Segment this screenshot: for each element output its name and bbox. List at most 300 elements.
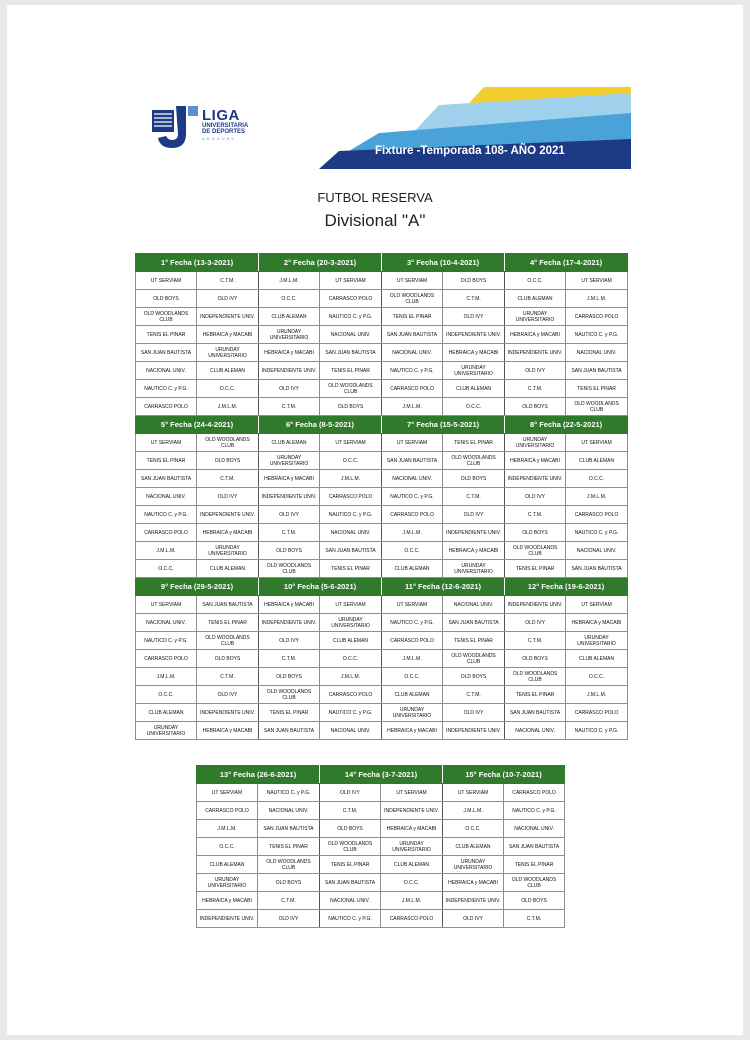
home-team: HEBRAICA y MACABI — [443, 874, 504, 892]
liga-logo — [152, 98, 257, 158]
away-team: SAN JUAN BAUTISTA — [320, 542, 382, 560]
home-team: URUNDAY UNIVERSITARIO — [259, 326, 320, 344]
away-team: OLD BOYS — [197, 452, 259, 470]
away-team: CLUB ALEMAN — [197, 362, 259, 380]
away-team: O.C.C. — [320, 650, 382, 668]
round-title: 15° Fecha (10-7-2021) — [443, 766, 565, 784]
home-team: SAN JUAN BAUTISTA — [382, 326, 443, 344]
match-row — [197, 820, 565, 838]
home-team: TENIS EL PINAR — [259, 704, 320, 722]
match-row — [197, 784, 565, 802]
match-row — [197, 892, 565, 910]
home-team: TENIS EL PINAR — [505, 560, 566, 578]
match-row — [136, 272, 628, 290]
home-team: NACIONAL UNIV. — [136, 488, 197, 506]
logo-text-universitaria: UNIVERSITARIA — [202, 123, 249, 129]
away-team: NAUTICO C. y P.G. — [566, 524, 628, 542]
away-team: UT SERVIAM — [320, 434, 382, 452]
home-team: HEBRAICA y MACABI — [197, 892, 258, 910]
match-row — [136, 614, 628, 632]
home-team: UT SERVIAM — [136, 272, 197, 290]
home-team: SAN JUAN BAUTISTA — [259, 722, 320, 740]
round-title: 8° Fecha (22-5-2021) — [505, 416, 628, 434]
home-team: NAUTICO C. y P.G. — [382, 488, 443, 506]
home-team: OLD WOODLANDS CLUB — [505, 668, 566, 686]
away-team: C.T.M. — [443, 290, 505, 308]
away-team: OLD BOYS — [443, 272, 505, 290]
home-team: C.T.M. — [505, 632, 566, 650]
home-team: OLD IVY — [259, 506, 320, 524]
home-team: C.T.M. — [259, 524, 320, 542]
home-team: CLUB ALEMAN — [197, 856, 258, 874]
home-team: C.T.M. — [505, 506, 566, 524]
home-team: J.M.L.M. — [136, 668, 197, 686]
away-team: NACIONAL UNIV. — [320, 524, 382, 542]
home-team: INDEPENDIENTE UNIV. — [505, 344, 566, 362]
home-team: NAUTICO C. y P.G. — [136, 632, 197, 650]
away-team: OLD WOODLANDS CLUB — [443, 650, 505, 668]
away-team: J.M.L.M. — [566, 686, 628, 704]
home-team: UT SERVIAM — [197, 784, 258, 802]
home-team: INDEPENDIENTE UNIV. — [505, 470, 566, 488]
away-team: SAN JUAN BAUTISTA — [320, 344, 382, 362]
home-team: UT SERVIAM — [136, 434, 197, 452]
home-team: HEBRAICA y MACABI — [259, 470, 320, 488]
home-team: URUNDAY UNIVERSITARIO — [382, 704, 443, 722]
away-team: URUNDAY UNIVERSITARIO — [381, 838, 443, 856]
away-team: UT SERVIAM — [381, 784, 443, 802]
away-team: HEBRAICA y MACABI — [566, 614, 628, 632]
away-team: OLD WOODLANDS CLUB — [443, 452, 505, 470]
away-team: HEBRAICA y MACABI — [197, 722, 259, 740]
match-row — [136, 560, 628, 578]
away-team: O.C.C. — [566, 470, 628, 488]
away-team: URUNDAY UNIVERSITARIO — [320, 614, 382, 632]
away-team: C.T.M. — [197, 668, 259, 686]
home-team: CARRASCO POLO — [136, 650, 197, 668]
home-team: TENIS EL PINAR — [136, 326, 197, 344]
round-header-row — [197, 766, 565, 784]
match-row — [136, 632, 628, 650]
home-team: OLD WOODLANDS CLUB — [259, 686, 320, 704]
away-team: O.C.C. — [381, 874, 443, 892]
home-team: J.M.L.M. — [136, 542, 197, 560]
home-team: SAN JUAN BAUTISTA — [136, 470, 197, 488]
away-team: CARRASCO POLO — [320, 488, 382, 506]
home-team: TENIS EL PINAR — [136, 452, 197, 470]
sport-title: FUTBOL RESERVA — [317, 190, 433, 205]
away-team: C.T.M. — [443, 488, 505, 506]
away-team: INDEPENDIENTE UNIV. — [381, 802, 443, 820]
home-team: URUNDAY UNIVERSITARIO — [505, 434, 566, 452]
away-team: OLD BOYS — [197, 650, 259, 668]
home-team: HEBRAICA y MACABI — [259, 596, 320, 614]
away-team: UT SERVIAM — [566, 596, 628, 614]
away-team: NAUTICO C. y P.G. — [320, 506, 382, 524]
away-team: INDEPENDIENTE UNIV. — [443, 524, 505, 542]
match-row — [136, 362, 628, 380]
match-row — [136, 650, 628, 668]
home-team: OLD BOYS — [259, 668, 320, 686]
away-team: O.C.C. — [566, 668, 628, 686]
away-team: SAN JUAN BAUTISTA — [504, 838, 565, 856]
round-title: 4° Fecha (17-4-2021) — [505, 254, 628, 272]
away-team: J.M.L.M. — [566, 488, 628, 506]
match-row — [197, 856, 565, 874]
fixture-season-title: Fixture -Temporada 108- AÑO 2021 — [375, 145, 565, 157]
away-team: OLD BOYS — [443, 668, 505, 686]
home-team: CARRASCO POLO — [136, 524, 197, 542]
away-team: SAN JUAN BAUTISTA — [566, 560, 628, 578]
away-team: NAUTICO C. y P.G. — [320, 308, 382, 326]
away-team: CLUB ALEMAN — [320, 632, 382, 650]
home-team: O.C.C. — [505, 272, 566, 290]
fixture-grid-final — [196, 765, 565, 928]
away-team: INDEPENDIENTE UNIV. — [443, 326, 505, 344]
match-row — [136, 668, 628, 686]
match-row — [136, 380, 628, 398]
home-team: NAUTICO C. y P.G. — [320, 910, 381, 928]
away-team: URUNDAY UNIVERSITARIO — [443, 362, 505, 380]
away-team: OLD BOYS — [504, 892, 565, 910]
away-team: NACIONAL UNIV. — [320, 722, 382, 740]
round-title: 14° Fecha (3-7-2021) — [320, 766, 443, 784]
round-header-row — [136, 416, 628, 434]
home-team: OLD WOODLANDS CLUB — [382, 290, 443, 308]
document-page — [7, 5, 743, 1035]
round-title: 2° Fecha (20-3-2021) — [259, 254, 382, 272]
home-team: UT SERVIAM — [382, 434, 443, 452]
away-team: HEBRAICA y MACABI — [443, 344, 505, 362]
home-team: O.C.C. — [197, 838, 258, 856]
home-team: J.M.L.M. — [259, 272, 320, 290]
away-team: OLD IVY — [443, 308, 505, 326]
home-team: NACIONAL UNIV. — [382, 470, 443, 488]
away-team: CARRASCO POLO — [381, 910, 443, 928]
home-team: CARRASCO POLO — [382, 506, 443, 524]
home-team: O.C.C. — [259, 290, 320, 308]
round-title: 10° Fecha (5-6-2021) — [259, 578, 382, 596]
home-team: OLD BOYS — [320, 820, 381, 838]
away-team: CARRASCO POLO — [566, 506, 628, 524]
home-team: HEBRAICA y MACABI — [505, 452, 566, 470]
away-team: URUNDAY UNIVERSITARIO — [197, 542, 259, 560]
home-team: NACIONAL UNIV. — [505, 722, 566, 740]
home-team: CLUB ALEMAN — [382, 686, 443, 704]
home-team: O.C.C. — [136, 560, 197, 578]
division-title: Divisional "A" — [324, 211, 426, 230]
home-team: OLD IVY — [505, 614, 566, 632]
home-team: TENIS EL PINAR — [382, 308, 443, 326]
home-team: OLD BOYS — [505, 650, 566, 668]
away-team: NACIONAL UNIV. — [443, 596, 505, 614]
match-row — [197, 874, 565, 892]
home-team: CARRASCO POLO — [382, 380, 443, 398]
home-team: SAN JUAN BAUTISTA — [320, 874, 381, 892]
away-team: OLD IVY — [197, 488, 259, 506]
match-row — [136, 704, 628, 722]
home-team: O.C.C. — [382, 668, 443, 686]
away-team: UT SERVIAM — [566, 434, 628, 452]
home-team: OLD IVY — [259, 380, 320, 398]
home-team: NACIONAL UNIV. — [320, 892, 381, 910]
away-team: NAUTICO C. y P.G. — [504, 802, 565, 820]
away-team: O.C.C. — [320, 452, 382, 470]
home-team: OLD WOODLANDS CLUB — [259, 560, 320, 578]
away-team: INDEPENDIENTE UNIV. — [197, 308, 259, 326]
home-team: SAN JUAN BAUTISTA — [136, 344, 197, 362]
home-team: O.C.C. — [136, 686, 197, 704]
away-team: CARRASCO POLO — [566, 308, 628, 326]
away-team: C.T.M. — [197, 470, 259, 488]
home-team: O.C.C. — [443, 820, 504, 838]
match-row — [197, 838, 565, 856]
away-team: OLD IVY — [258, 910, 320, 928]
away-team: HEBRAICA y MACABI — [197, 326, 259, 344]
away-team: OLD IVY — [443, 704, 505, 722]
home-team: TENIS EL PINAR — [505, 686, 566, 704]
home-team: NAUTICO C. y P.G. — [136, 380, 197, 398]
home-team: OLD BOYS — [136, 290, 197, 308]
away-team: OLD BOYS — [258, 874, 320, 892]
home-team: NACIONAL UNIV. — [382, 344, 443, 362]
home-team: J.M.L.M. — [197, 820, 258, 838]
match-row — [136, 542, 628, 560]
away-team: CARRASCO POLO — [320, 290, 382, 308]
home-team: NACIONAL UNIV. — [136, 362, 197, 380]
home-team: URUNDAY UNIVERSITARIO — [443, 856, 504, 874]
home-team: UT SERVIAM — [382, 596, 443, 614]
round-title: 13° Fecha (26-6-2021) — [197, 766, 320, 784]
home-team: CARRASCO POLO — [382, 632, 443, 650]
home-team: URUNDAY UNIVERSITARIO — [259, 452, 320, 470]
away-team: CLUB ALEMAN — [197, 560, 259, 578]
home-team: O.C.C. — [382, 542, 443, 560]
home-team: INDEPENDIENTE UNIV. — [259, 614, 320, 632]
home-team: C.T.M. — [320, 802, 381, 820]
away-team: URUNDAY UNIVERSITARIO — [443, 560, 505, 578]
home-team: TENIS EL PINAR — [320, 856, 381, 874]
home-team: CLUB ALEMAN — [505, 290, 566, 308]
away-team: INDEPENDIENTE UNIV. — [197, 506, 259, 524]
away-team: J.M.L.M. — [320, 668, 382, 686]
away-team: NACIONAL UNIV. — [320, 326, 382, 344]
home-team: NAUTICO C. y P.G. — [136, 506, 197, 524]
away-team: CLUB ALEMAN — [566, 650, 628, 668]
away-team: C.T.M. — [197, 272, 259, 290]
home-team: OLD IVY — [505, 362, 566, 380]
home-team: CLUB ALEMAN — [382, 560, 443, 578]
home-team: NAUTICO C. y P.G. — [382, 362, 443, 380]
match-row — [136, 470, 628, 488]
away-team: HEBRAICA y MACABI — [443, 542, 505, 560]
away-team: URUNDAY UNIVERSITARIO — [197, 344, 259, 362]
logo-text-uruguay: URUGUAY — [202, 136, 236, 141]
match-row — [136, 326, 628, 344]
round-title: 1° Fecha (13-3-2021) — [136, 254, 259, 272]
home-team: SAN JUAN BAUTISTA — [382, 452, 443, 470]
logo-text-liga: LIGA — [202, 107, 240, 124]
home-team: URUNDAY UNIVERSITARIO — [136, 722, 197, 740]
home-team: J.M.L.M. — [382, 398, 443, 416]
away-team: OLD WOODLANDS CLUB — [504, 874, 565, 892]
away-team: CARRASCO POLO — [320, 686, 382, 704]
away-team: CLUB ALEMAN — [443, 380, 505, 398]
home-team: CLUB ALEMAN — [443, 838, 504, 856]
home-team: INDEPENDIENTE UNIV. — [197, 910, 258, 928]
home-team: J.M.L.M. — [382, 650, 443, 668]
away-team: CLUB ALEMAN — [566, 452, 628, 470]
match-row — [136, 524, 628, 542]
away-team: J.M.L.M. — [320, 470, 382, 488]
home-team: UT SERVIAM — [382, 272, 443, 290]
away-team: UT SERVIAM — [320, 272, 382, 290]
home-team: UT SERVIAM — [443, 784, 504, 802]
away-team: OLD BOYS — [443, 470, 505, 488]
round-title: 6° Fecha (8-5-2021) — [259, 416, 382, 434]
home-team: OLD BOYS — [505, 524, 566, 542]
match-row — [136, 686, 628, 704]
away-team: OLD WOODLANDS CLUB — [320, 380, 382, 398]
home-team: CLUB ALEMAN — [259, 308, 320, 326]
away-team: OLD IVY — [197, 290, 259, 308]
away-team: OLD IVY — [197, 686, 259, 704]
away-team: HEBRAICA y MACABI — [197, 524, 259, 542]
home-team: NAUTICO C. y P.G. — [382, 614, 443, 632]
match-row — [136, 596, 628, 614]
away-team: TENIS EL PINAR — [197, 614, 259, 632]
round-title: 9° Fecha (29-5-2021) — [136, 578, 259, 596]
home-team: OLD WOODLANDS CLUB — [136, 308, 197, 326]
round-title: 12° Fecha (19-6-2021) — [505, 578, 628, 596]
home-team: HEBRAICA y MACABI — [382, 722, 443, 740]
away-team: O.C.C. — [197, 380, 259, 398]
home-team: OLD BOYS — [505, 398, 566, 416]
away-team: TENIS EL PINAR — [320, 362, 382, 380]
away-team: TENIS EL PINAR — [443, 434, 505, 452]
away-team: J.M.L.M. — [566, 290, 628, 308]
away-team: TENIS EL PINAR — [443, 632, 505, 650]
home-team: SAN JUAN BAUTISTA — [505, 704, 566, 722]
home-team: OLD IVY — [443, 910, 504, 928]
round-title: 11° Fecha (12-6-2021) — [382, 578, 505, 596]
away-team: OLD WOODLANDS CLUB — [566, 398, 628, 416]
away-team: CARRASCO POLO — [566, 704, 628, 722]
round-title: 3° Fecha (10-4-2021) — [382, 254, 505, 272]
away-team: O.C.C. — [443, 398, 505, 416]
away-team: CARRASCO POLO — [504, 784, 565, 802]
away-team: TENIS EL PINAR — [504, 856, 565, 874]
home-team: C.T.M. — [259, 398, 320, 416]
home-team: INDEPENDIENTE UNIV. — [505, 596, 566, 614]
round-title: 7° Fecha (15-5-2021) — [382, 416, 505, 434]
away-team: NACIONAL UNIV. — [258, 802, 320, 820]
home-team: CARRASCO POLO — [136, 398, 197, 416]
match-row — [136, 488, 628, 506]
away-team: UT SERVIAM — [320, 596, 382, 614]
home-team: OLD WOODLANDS CLUB — [505, 542, 566, 560]
away-team: SAN JUAN BAUTISTA — [443, 614, 505, 632]
away-team: TENIS EL PINAR — [320, 560, 382, 578]
match-row — [136, 434, 628, 452]
away-team: TENIS EL PINAR — [566, 380, 628, 398]
match-row — [136, 290, 628, 308]
home-team: OLD IVY — [320, 784, 381, 802]
match-row — [136, 308, 628, 326]
away-team: C.T.M. — [258, 892, 320, 910]
away-team: NAUTICO C. y P.G. — [320, 704, 382, 722]
home-team: C.T.M. — [505, 380, 566, 398]
away-team: C.T.M. — [443, 686, 505, 704]
away-team: J.M.L.M. — [197, 398, 259, 416]
home-team: URUNDAY UNIVERSITARIO — [505, 308, 566, 326]
match-row — [136, 722, 628, 740]
away-team: OLD IVY — [443, 506, 505, 524]
away-team: SAN JUAN BAUTISTA — [566, 362, 628, 380]
round-title: 5° Fecha (24-4-2021) — [136, 416, 259, 434]
away-team: NACIONAL UNIV. — [504, 820, 565, 838]
match-row — [136, 452, 628, 470]
match-row — [136, 398, 628, 416]
match-row — [197, 802, 565, 820]
away-team: SAN JUAN BAUTISTA — [258, 820, 320, 838]
match-row — [197, 910, 565, 928]
home-team: HEBRAICA y MACABI — [505, 326, 566, 344]
home-team: OLD BOYS — [259, 542, 320, 560]
away-team: NACIONAL UNIV. — [566, 344, 628, 362]
away-team: TENIS EL PINAR — [258, 838, 320, 856]
home-team: HEBRAICA y MACABI — [259, 344, 320, 362]
home-team: INDEPENDIENTE UNIV. — [259, 362, 320, 380]
away-team: UT SERVIAM — [566, 272, 628, 290]
fixture-grid-main — [135, 253, 628, 740]
home-team: UT SERVIAM — [136, 596, 197, 614]
liga-emblem-icon — [152, 104, 200, 150]
logo-text-deportes: DE DEPORTES — [202, 129, 246, 135]
away-team: INDEPENDIENTE UNIV. — [443, 722, 505, 740]
home-team: NACIONAL UNIV. — [136, 614, 197, 632]
home-team: URUNDAY UNIVERSITARIO — [197, 874, 258, 892]
match-row — [136, 344, 628, 362]
home-team: CLUB ALEMAN — [259, 434, 320, 452]
home-team: J.M.L.M. — [382, 524, 443, 542]
match-row — [136, 506, 628, 524]
away-team: INDEPENDIENTE UNIV. — [197, 704, 259, 722]
home-team: CLUB ALEMAN — [136, 704, 197, 722]
home-team: OLD WOODLANDS CLUB — [320, 838, 381, 856]
away-team: NAUTICO C. y P.G. — [566, 326, 628, 344]
away-team: HEBRAICA y MACABI — [381, 820, 443, 838]
home-team: C.T.M. — [259, 650, 320, 668]
away-team: CLUB ALEMAN — [381, 856, 443, 874]
round-header-row — [136, 254, 628, 272]
away-team: OLD BOYS — [320, 398, 382, 416]
away-team: J.M.L.M. — [381, 892, 443, 910]
away-team: NAUTICO C. y P.G. — [258, 784, 320, 802]
header-banner — [319, 81, 631, 175]
away-team: OLD WOODLANDS CLUB — [258, 856, 320, 874]
away-team: OLD WOODLANDS CLUB — [197, 632, 259, 650]
away-team: SAN JUAN BAUTISTA — [197, 596, 259, 614]
away-team: NACIONAL UNIV. — [566, 542, 628, 560]
home-team: CARRASCO POLO — [197, 802, 258, 820]
home-team: INDEPENDIENTE UNIV. — [443, 892, 504, 910]
round-header-row — [136, 578, 628, 596]
away-team: NAUTICO C. y P.G. — [566, 722, 628, 740]
home-team: J.M.L.M. — [443, 802, 504, 820]
home-team: OLD IVY — [505, 488, 566, 506]
away-team: C.T.M. — [504, 910, 565, 928]
